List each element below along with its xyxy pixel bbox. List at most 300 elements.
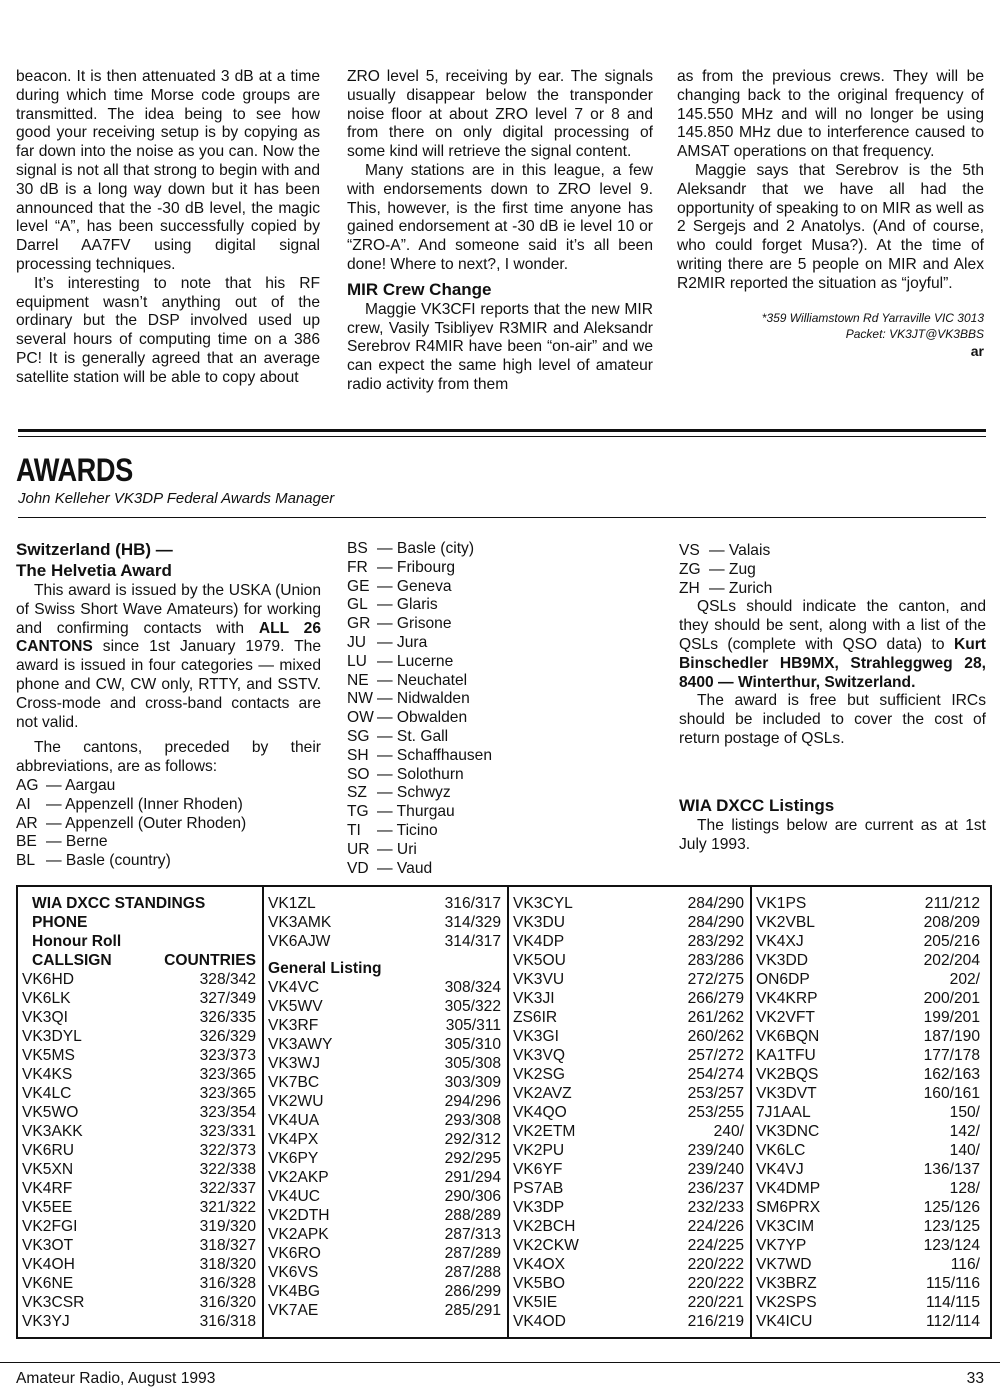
countries-count: 318/327 [199, 1237, 256, 1254]
canton-abbrev: LU [347, 652, 367, 670]
callsign: VK3YJ [22, 1313, 70, 1330]
table-row [22, 989, 256, 1008]
canton-name: — Zurich [709, 579, 773, 597]
canton-item [679, 561, 986, 580]
table-row [513, 1198, 744, 1217]
canton-abbrev: GE [347, 577, 370, 595]
table-row [22, 1179, 256, 1198]
callsign: SM6PRX [756, 1199, 821, 1216]
callsign: VK7WD [756, 1256, 812, 1273]
top-column-1 [16, 68, 320, 388]
countries-count: 287/313 [444, 1226, 501, 1243]
canton-item [347, 540, 653, 559]
countries-count: 257/272 [687, 1047, 744, 1064]
callsign: VK7AE [268, 1302, 319, 1319]
countries-count: 205/216 [923, 933, 980, 950]
awards-column-3 [679, 542, 986, 854]
award-heading-2: The Helvetia Award [16, 561, 172, 580]
canton-item [679, 580, 986, 599]
canton-name: — Lucerne [377, 652, 454, 670]
callsign: VK3BRZ [756, 1275, 817, 1292]
table-row [268, 1282, 501, 1301]
callsign: VK5XN [22, 1161, 74, 1178]
table-column-3 [507, 887, 750, 1337]
countries-count: 328/342 [199, 971, 256, 988]
callsign: VK5WO [22, 1104, 79, 1121]
callsign: VK5BO [513, 1275, 566, 1292]
countries-count: 239/240 [687, 1161, 744, 1178]
callsign: VK3DD [756, 952, 808, 969]
callsign: VK1ZL [268, 895, 316, 912]
callsign: VK2AVZ [513, 1085, 572, 1102]
canton-item [347, 728, 653, 747]
canton-abbrev: AI [16, 795, 31, 813]
table-row [268, 978, 501, 997]
callsign: VK4QO [513, 1104, 567, 1121]
callsign: VK4XJ [756, 933, 804, 950]
table-row [22, 1312, 256, 1331]
byline: John Kelleher VK3DP Federal Awards Manager [18, 490, 335, 507]
table-row [268, 997, 501, 1016]
table-row [756, 1217, 980, 1236]
countries-count: 287/288 [444, 1264, 501, 1281]
table-row [513, 1293, 744, 1312]
canton-abbrev: SG [347, 727, 370, 745]
table-row [22, 1103, 256, 1122]
table-row [22, 1065, 256, 1084]
countries-count: 125/126 [923, 1199, 980, 1216]
canton-name: — Uri [377, 840, 417, 858]
callsign: VK3DYL [22, 1028, 82, 1045]
table-row [268, 1244, 501, 1263]
callsign: VK6NE [22, 1275, 74, 1292]
callsign: VK5OU [513, 952, 566, 969]
table-row [268, 1092, 501, 1111]
countries-count: 136/137 [923, 1161, 980, 1178]
countries-count: 199/201 [923, 1009, 980, 1026]
callsign: VK2ETM [513, 1123, 576, 1140]
table-row [756, 1236, 980, 1255]
callsign: VK6PY [268, 1150, 319, 1167]
dxcc-table [16, 885, 992, 1339]
canton-abbrev: SH [347, 746, 369, 764]
countries-count: 254/274 [687, 1066, 744, 1083]
callsign: VK4UC [268, 1188, 320, 1205]
canton-name: — Schwyz [377, 784, 451, 802]
canton-name: — Thurgau [377, 803, 455, 821]
canton-abbrev: VS [679, 542, 700, 559]
countries-count: 211/212 [924, 895, 980, 912]
canton-name: — Neuchatel [377, 671, 468, 689]
countries-count: 200/201 [923, 990, 980, 1007]
canton-name: — Valais [709, 542, 771, 559]
canton-abbrev: UR [347, 840, 370, 858]
canton-abbrev: AR [16, 814, 38, 832]
table-row [268, 932, 501, 951]
table-row [22, 1027, 256, 1046]
callsign: VK4PX [268, 1131, 319, 1148]
callsign: VK2FGI [22, 1218, 78, 1235]
award-heading-1: Switzerland (HB) — [16, 540, 173, 559]
countries-count: 314/329 [444, 914, 501, 931]
canton-item [16, 777, 321, 796]
callsign: VK1PS [756, 895, 807, 912]
canton-name: — St. Gall [377, 727, 449, 745]
countries-count: 224/226 [687, 1218, 744, 1235]
countries-count: 261/262 [687, 1009, 744, 1026]
table-row [756, 1084, 980, 1103]
callsign: VK4OD [513, 1313, 566, 1330]
canton-abbrev: SZ [347, 784, 367, 802]
table-row [756, 1160, 980, 1179]
awards-column-2 [347, 540, 653, 878]
canton-item [347, 615, 653, 634]
countries-count: 220/222 [687, 1256, 744, 1273]
table-column-1 [18, 887, 262, 1337]
footer-rule [0, 1362, 1000, 1363]
canton-abbrev: OW [347, 709, 374, 727]
callsign: VK6HD [22, 971, 74, 988]
canton-name: — Jura [377, 633, 428, 651]
countries-count: 292/312 [444, 1131, 501, 1148]
table-heading: General Listing [268, 960, 382, 977]
callsign: VK2BQS [756, 1066, 819, 1083]
canton-item [347, 822, 653, 841]
table-row [22, 1217, 256, 1236]
end-mark: ar [970, 342, 984, 359]
table-row [513, 1084, 744, 1103]
canton-name: — Basle (city) [377, 540, 475, 557]
table-row [22, 1293, 256, 1312]
countries-count: 112/114 [925, 1313, 980, 1330]
table-rows [268, 978, 501, 1320]
footer-publication: Amateur Radio, August 1993 [16, 1370, 216, 1387]
countries-count: 272/275 [687, 971, 744, 988]
table-rows [513, 894, 744, 1331]
canton-list [16, 777, 321, 871]
countries-count: 142/ [949, 1123, 980, 1140]
callsign: VK3AWY [268, 1036, 333, 1053]
callsign: VK5WV [268, 998, 323, 1015]
countries-count: 287/289 [444, 1245, 501, 1262]
callsign: VK3JI [513, 990, 555, 1007]
paragraph: Maggie VK3CFI reports that the new MIR crew, Vasily Tsibliyev R3MIR and Aleksandr Serebrov R4MIR have been “on-air” and we can expect the same high level of amateur radio activity from them [347, 300, 653, 393]
paragraph: beacon. It is then attenuated 3 dB at a time during which time Morse code groups are transmitted. The idea being to see how good your receiving setup is by copying as far down into the noise as you can. Now the signal is not all that strong to begin with and 30 dB is a long way down but it has been announced that the -30 dB level, the magic level “A”, has been successfully copied by Darrel AA7FV using digital signal processing techniques. [16, 68, 320, 273]
table-heading: PHONE [32, 914, 88, 931]
canton-item [347, 653, 653, 672]
paragraph: Many stations are in this league, a few with endorsements down to ZRO level 9. This, however, is the first time anyone has gained endorsement at -30 dB ie level 10 or “ZRO-A”. And someone said it’s all been done! Where to next?, I wonder. [347, 161, 653, 273]
canton-item [347, 747, 653, 766]
canton-abbrev: BL [16, 852, 36, 870]
canton-item [347, 784, 653, 803]
table-row [268, 913, 501, 932]
table-row [513, 1236, 744, 1255]
callsign: VK6VS [268, 1264, 319, 1281]
callsign: VK3DVT [756, 1085, 817, 1102]
section-divider [18, 429, 986, 432]
callsign: VK4BG [268, 1283, 321, 1300]
countries-count: 293/308 [444, 1112, 501, 1129]
countries-count: 303/309 [444, 1074, 501, 1091]
canton-abbrev: FR [347, 558, 368, 576]
section-divider-thin [18, 436, 986, 437]
countries-count: 305/308 [444, 1055, 501, 1072]
countries-count: 284/290 [687, 895, 744, 912]
canton-abbrev: SO [347, 765, 370, 783]
section-heading: MIR Crew Change [347, 279, 492, 299]
callsign: ON6DP [756, 971, 810, 988]
countries-count: 216/219 [687, 1313, 744, 1330]
table-row [513, 970, 744, 989]
table-row [268, 1168, 501, 1187]
table-row [268, 1073, 501, 1092]
canton-item [347, 841, 653, 860]
canton-abbrev: VD [347, 859, 369, 877]
canton-name: — Aargau [46, 776, 116, 794]
table-row [756, 970, 980, 989]
countries-count: 220/221 [687, 1294, 744, 1311]
table-row [22, 1255, 256, 1274]
table-rows [268, 894, 501, 951]
callsign: VK2SPS [756, 1294, 817, 1311]
callsign: VK4OH [22, 1256, 75, 1273]
callsign: VK3CSR [22, 1294, 85, 1311]
callsign: VK3DU [513, 914, 565, 931]
callsign: VK6LK [22, 990, 71, 1007]
table-heading: Honour Roll [32, 933, 122, 950]
canton-name: — Vaud [377, 859, 433, 877]
callsign: VK2PU [513, 1142, 565, 1159]
countries-count: 305/310 [444, 1036, 501, 1053]
table-row [268, 1225, 501, 1244]
table-row [268, 1130, 501, 1149]
callsign: VK2VFT [756, 1009, 815, 1026]
table-row [513, 1255, 744, 1274]
callsign: VK4LC [22, 1085, 72, 1102]
countries-count: 236/237 [687, 1180, 744, 1197]
paragraph: This award is issued by the USKA (Union of Swiss Short Wave Amateurs) for working and confirming contacts with ALL 26 CANTONS since 1st January 1979. The award is issued in four categories — mixed phone and CW, CW only, RTTY, and SSTV. Cross-mode and cross-band contacts are not valid. [16, 582, 321, 731]
countries-count: 316/328 [199, 1275, 256, 1292]
callsign: VK3GI [513, 1028, 559, 1045]
callsign: VK4KS [22, 1066, 73, 1083]
callsign: VK6YF [513, 1161, 563, 1178]
callsign: VK2WU [268, 1093, 324, 1110]
callsign: 7J1AAL [756, 1104, 811, 1121]
table-row [513, 1065, 744, 1084]
table-row [756, 1255, 980, 1274]
table-row [756, 1198, 980, 1217]
countries-count: 316/318 [199, 1313, 256, 1330]
table-row [22, 1236, 256, 1255]
canton-name: — Basle (country) [46, 852, 171, 870]
callsign: VK6RU [22, 1142, 74, 1159]
countries-count: 316/320 [199, 1294, 256, 1311]
paragraph: The award is free but sufficient IRCs should be included to cover the cost of return postage of QSLs. [679, 692, 986, 747]
table-row [513, 1008, 744, 1027]
canton-item [347, 559, 653, 578]
table-row [268, 1016, 501, 1035]
canton-abbrev: JU [347, 633, 367, 651]
table-row [268, 1263, 501, 1282]
table-row [756, 1293, 980, 1312]
countries-count: 266/279 [687, 990, 744, 1007]
countries-count: 128/ [949, 1180, 980, 1197]
canton-list [679, 542, 986, 598]
table-row [756, 1046, 980, 1065]
callsign: VK4ICU [756, 1313, 813, 1330]
canton-list [347, 540, 653, 878]
canton-item [16, 833, 321, 852]
table-row [513, 932, 744, 951]
table-row [756, 1027, 980, 1046]
table-row [513, 1046, 744, 1065]
page-number: 33 [966, 1370, 984, 1387]
countries-count: 160/161 [923, 1085, 980, 1102]
canton-abbrev: NW [347, 690, 373, 708]
canton-item [347, 803, 653, 822]
canton-item [347, 766, 653, 785]
canton-abbrev: ZH [679, 579, 700, 597]
canton-name: — Solothurn [377, 765, 464, 783]
table-row [22, 1141, 256, 1160]
countries-count: 305/311 [445, 1017, 501, 1034]
callsign: VK3DNC [756, 1123, 820, 1140]
countries-count: 116/ [950, 1256, 980, 1273]
table-row [268, 894, 501, 913]
callsign: VK6LC [756, 1142, 806, 1159]
countries-count: 292/295 [444, 1150, 501, 1167]
callsign: VK2SG [513, 1066, 566, 1083]
canton-abbrev: TG [347, 803, 369, 821]
table-row [268, 1187, 501, 1206]
table-row [513, 1141, 744, 1160]
canton-name: — Obwalden [377, 709, 468, 727]
countries-count: 140/ [949, 1142, 980, 1159]
callsign: VK2APK [268, 1226, 329, 1243]
callsign: VK5IE [513, 1294, 558, 1311]
table-row [756, 1141, 980, 1160]
countries-count: 162/163 [923, 1066, 980, 1083]
callsign: VK4DMP [756, 1180, 821, 1197]
table-row [513, 1217, 744, 1236]
countries-count: 290/306 [444, 1188, 501, 1205]
paragraph: ZRO level 5, receiving by ear. The signals usually disappear below the transponder noise floor at about ZRO level 7 or 8 and from there on only digital processing of some kind will retrieve the signal content. [347, 68, 653, 161]
table-row [756, 951, 980, 970]
callsign: VK2DTH [268, 1207, 330, 1224]
canton-item [347, 578, 653, 597]
countries-count: 253/255 [687, 1104, 744, 1121]
countries-count: 283/292 [687, 933, 744, 950]
table-row [513, 989, 744, 1008]
callsign: VK3CIM [756, 1218, 815, 1235]
callsign: VK7BC [268, 1074, 320, 1091]
canton-item [347, 690, 653, 709]
table-row [756, 1274, 980, 1293]
callsign: VK4OX [513, 1256, 566, 1273]
countries-count: 224/225 [687, 1237, 744, 1254]
countries-count: 305/322 [444, 998, 501, 1015]
countries-count: 326/329 [199, 1028, 256, 1045]
canton-item [679, 542, 986, 561]
table-rows [22, 970, 256, 1331]
page-title: AWARDS [16, 452, 133, 488]
table-row [756, 1008, 980, 1027]
countries-count: 322/338 [199, 1161, 256, 1178]
table-row [22, 1274, 256, 1293]
table-row [756, 1122, 980, 1141]
callsign: ZS6IR [513, 1009, 558, 1026]
table-row [756, 932, 980, 951]
canton-item [347, 672, 653, 691]
countries-count: 326/335 [199, 1009, 256, 1026]
table-row [513, 1027, 744, 1046]
callsign: VK4UA [268, 1112, 320, 1129]
table-row [268, 1111, 501, 1130]
callsign: KA1TFU [756, 1047, 816, 1064]
table-heading: WIA DXCC STANDINGS [32, 895, 206, 912]
countries-count: 239/240 [687, 1142, 744, 1159]
countries-count: 286/299 [444, 1283, 501, 1300]
table-row [513, 894, 744, 913]
countries-count: 202/204 [923, 952, 980, 969]
countries-count: 115/116 [925, 1275, 980, 1292]
paragraph: QSLs should indicate the canton, and they should be sent, along with a list of the QSLs (complete with QSO data) to Kurt Binschedler HB9MX, Strahleggweg 28, 8400 — Winterthur, Switzerland. [679, 598, 986, 691]
table-row [756, 989, 980, 1008]
callsign: VK3AMK [268, 914, 332, 931]
countries-count: 323/365 [199, 1066, 256, 1083]
paragraph: The listings below are current as at 1st July 1993. [679, 816, 986, 853]
canton-name: — Berne [46, 833, 108, 851]
countries-count: 285/291 [444, 1302, 501, 1319]
countries-count: 123/125 [923, 1218, 980, 1235]
table-row [513, 1179, 744, 1198]
table-row [513, 1274, 744, 1293]
countries-count: 220/222 [687, 1275, 744, 1292]
canton-item [16, 796, 321, 815]
countries-count: 314/317 [444, 933, 501, 950]
countries-count: 208/209 [923, 914, 980, 931]
byline-divider [18, 517, 986, 518]
canton-item [347, 634, 653, 653]
countries-count: 202/ [949, 971, 980, 988]
table-row [756, 1312, 980, 1331]
callsign: VK3VU [513, 971, 565, 988]
canton-abbrev: NE [347, 671, 369, 689]
table-row [268, 1301, 501, 1320]
table-row [268, 1054, 501, 1073]
callsign: VK3WJ [268, 1055, 320, 1072]
table-column-2 [262, 887, 507, 1337]
countries-count: 260/262 [687, 1028, 744, 1045]
table-row [268, 1206, 501, 1225]
countries-count: 323/373 [199, 1047, 256, 1064]
callsign: VK6AJW [268, 933, 331, 950]
paragraph: as from the previous crews. They will be changing back to the original frequency of 145.550 MHz and will no longer be using 145.850 MHz due to interference caused to AMSAT operations on that frequency. [677, 68, 984, 161]
canton-abbrev: BS [347, 540, 368, 557]
canton-abbrev: TI [347, 821, 361, 839]
callsign: VK4DP [513, 933, 565, 950]
countries-count: 323/331 [199, 1123, 256, 1140]
countries-count: 291/294 [444, 1169, 501, 1186]
callsign: VK6BQN [756, 1028, 820, 1045]
callsign: VK3DP [513, 1199, 565, 1216]
countries-count: 294/296 [444, 1093, 501, 1110]
callsign: VK4RF [22, 1180, 73, 1197]
countries-count: 187/190 [923, 1028, 980, 1045]
callsign: VK7YP [756, 1237, 807, 1254]
countries-count: 232/233 [687, 1199, 744, 1216]
column-headers: CALLSIGN COUNTRIES [32, 952, 256, 969]
